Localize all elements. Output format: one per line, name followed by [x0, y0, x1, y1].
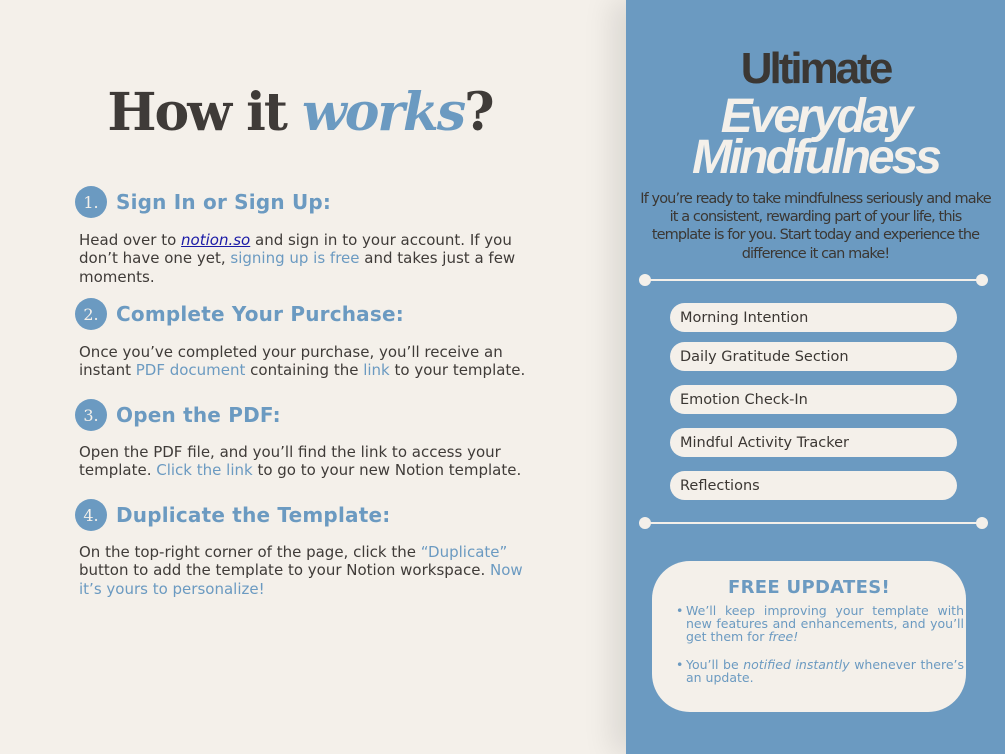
personalize-highlight: Now it’s yours to personalize!	[79, 561, 523, 598]
list-item: • You’ll be notified instantly whenever there’s an update.	[676, 658, 964, 684]
product-title-line-3: Mindfulness	[691, 131, 939, 184]
step-3-header	[75, 399, 281, 431]
link-highlight: link	[363, 361, 390, 380]
click-link-highlight: Click the link	[156, 461, 253, 480]
top-divider	[645, 279, 982, 281]
step-2-header	[75, 298, 404, 330]
feature-pill: Reflections	[670, 471, 957, 500]
page-title: How it works?	[107, 82, 493, 143]
notion-link[interactable]: notion.so	[181, 231, 251, 249]
feature-pill: Morning Intention	[670, 303, 957, 332]
updates-list	[676, 604, 964, 684]
step-3-text: Open the PDF file, and you’ll find the link to access your template. Click the link to go to your new Notion template.	[79, 443, 522, 480]
step-4-header	[75, 499, 390, 531]
step-title: Complete Your Purchase:	[116, 302, 404, 326]
free-updates-title: FREE UPDATES!	[728, 577, 890, 598]
step-number-badge: 3.	[75, 399, 107, 431]
step-4-text: On the top-right corner of the page, click the “Duplicate” button to add the template to your Notion workspace. Now it’s yours to personalize!	[79, 543, 523, 598]
step-number-badge: 4.	[75, 499, 107, 531]
duplicate-highlight: “Duplicate”	[420, 543, 508, 561]
step-1-text: Head over to notion.so and sign in to your account. If you don’t have one yet, signing up is free and takes just a few moments.	[79, 231, 516, 286]
step-number-badge: 2.	[75, 298, 107, 330]
free-updates-card	[652, 561, 966, 712]
step-number-badge: 1.	[75, 186, 107, 218]
product-panel	[626, 0, 1005, 754]
pdf-highlight: PDF document	[135, 361, 246, 380]
step-title: Open the PDF:	[116, 403, 281, 427]
step-title: Duplicate the Template:	[116, 503, 391, 527]
list-item: • We’ll keep improving your template with new features and enhancements, and you’ll get them for free!	[676, 604, 964, 644]
step-title: Sign In or Sign Up:	[116, 190, 332, 214]
product-title-line-1: Ultimate	[740, 44, 891, 93]
step-1-header	[75, 186, 331, 218]
signup-highlight: signing up is free	[230, 249, 360, 268]
feature-pill: Emotion Check-In	[670, 385, 957, 414]
bottom-divider	[645, 522, 982, 524]
product-title-line-2: Everyday	[720, 90, 911, 143]
product-intro: If you’re ready to take mindfulness seriously and make it a consistent, rewarding part of your life, this template is for you. Start today and experience the difference it can make!	[640, 191, 991, 262]
feature-pill: Daily Gratitude Section	[670, 342, 957, 371]
feature-pill: Mindful Activity Tracker	[670, 428, 957, 457]
step-2-text: Once you’ve completed your purchase, you’ll receive an instant PDF document containing the link to your template.	[79, 343, 526, 380]
